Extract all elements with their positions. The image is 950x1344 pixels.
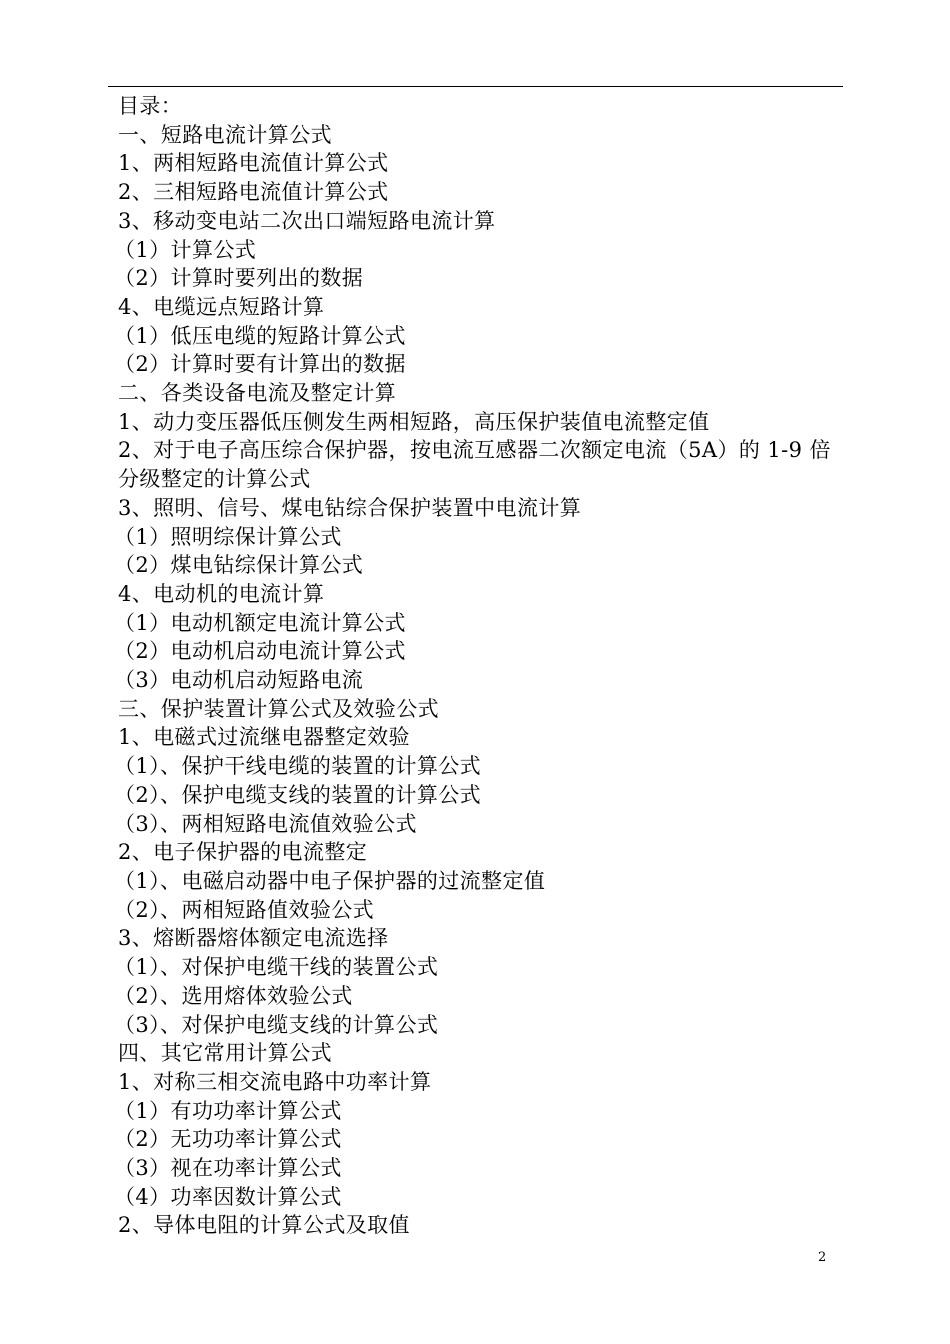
toc-subitem: （1）、电磁启动器中电子保护器的过流整定值 <box>114 868 546 893</box>
toc-subitem: （1）、对保护电缆干线的装置公式 <box>114 955 439 980</box>
toc-item: 2、电子保护器的电流整定 <box>118 840 368 865</box>
toc-subitem: （2）电动机启动电流计算公式 <box>114 639 406 664</box>
toc-subitem: （2）计算时要有计算出的数据 <box>114 352 406 377</box>
toc-item: 1、电磁式过流继电器整定效验 <box>118 725 410 750</box>
toc-subitem: （3）电动机启动短路电流 <box>114 668 364 693</box>
toc-heading: 目录： <box>118 94 183 118</box>
toc-subitem: （1）低压电缆的短路计算公式 <box>114 323 406 348</box>
header-rule <box>108 86 843 87</box>
toc-item: 3、熔断器熔体额定电流选择 <box>118 926 389 951</box>
toc-subitem: （4）功率因数计算公式 <box>114 1184 342 1209</box>
toc-subitem: （2）、保护电缆支线的装置的计算公式 <box>114 782 482 807</box>
toc-item: 4、电缆远点短路计算 <box>118 294 325 319</box>
toc-section: 三、保护装置计算公式及效验公式 <box>118 696 439 721</box>
toc-item: 4、电动机的电流计算 <box>118 581 325 606</box>
toc-subitem: （2）、两相短路值效验公式 <box>114 897 375 922</box>
toc-item: 1、动力变压器低压侧发生两相短路，高压保护装值电流整定值 <box>118 409 710 434</box>
toc-item: 3、移动变电站二次出口端短路电流计算 <box>118 208 496 233</box>
table-of-contents <box>114 92 840 1240</box>
toc-item: 2、三相短路电流值计算公式 <box>118 180 389 205</box>
toc-subitem: （1）计算公式 <box>114 237 257 262</box>
toc-item: 3、照明、信号、煤电钻综合保护装置中电流计算 <box>118 495 582 520</box>
toc-subitem: （3）、对保护电缆支线的计算公式 <box>114 1012 439 1037</box>
toc-subitem: （2）计算时要列出的数据 <box>114 266 364 291</box>
toc-subitem: （2）、选用熔体效验公式 <box>114 983 353 1008</box>
toc-section: 二、各类设备电流及整定计算 <box>118 381 397 406</box>
toc-subitem: （3）视在功率计算公式 <box>114 1156 342 1181</box>
toc-subitem: （1）有功功率计算公式 <box>114 1098 342 1123</box>
toc-subitem: （2）无功功率计算公式 <box>114 1127 342 1152</box>
toc-subitem: （1）、保护干线电缆的装置的计算公式 <box>114 754 482 779</box>
toc-item: 2、导体电阻的计算公式及取值 <box>118 1213 410 1238</box>
toc-subitem: （1）电动机额定电流计算公式 <box>114 610 406 635</box>
toc-subitem: （3）、两相短路电流值效验公式 <box>114 811 417 836</box>
toc-subitem: （2）煤电钻综保计算公式 <box>114 553 364 578</box>
toc-item: 2、对于电子高压综合保护器，按电流互感器二次额定电流（5A）的 1-9 倍分级整定的计算公式 <box>118 438 831 492</box>
toc-subitem: （1）照明综保计算公式 <box>114 524 342 549</box>
page-number: 2 <box>818 1250 827 1265</box>
toc-item: 1、两相短路电流值计算公式 <box>118 151 389 176</box>
toc-section: 一、短路电流计算公式 <box>118 122 332 147</box>
toc-section: 四、其它常用计算公式 <box>118 1041 332 1066</box>
toc-item: 1、对称三相交流电路中功率计算 <box>118 1069 432 1094</box>
